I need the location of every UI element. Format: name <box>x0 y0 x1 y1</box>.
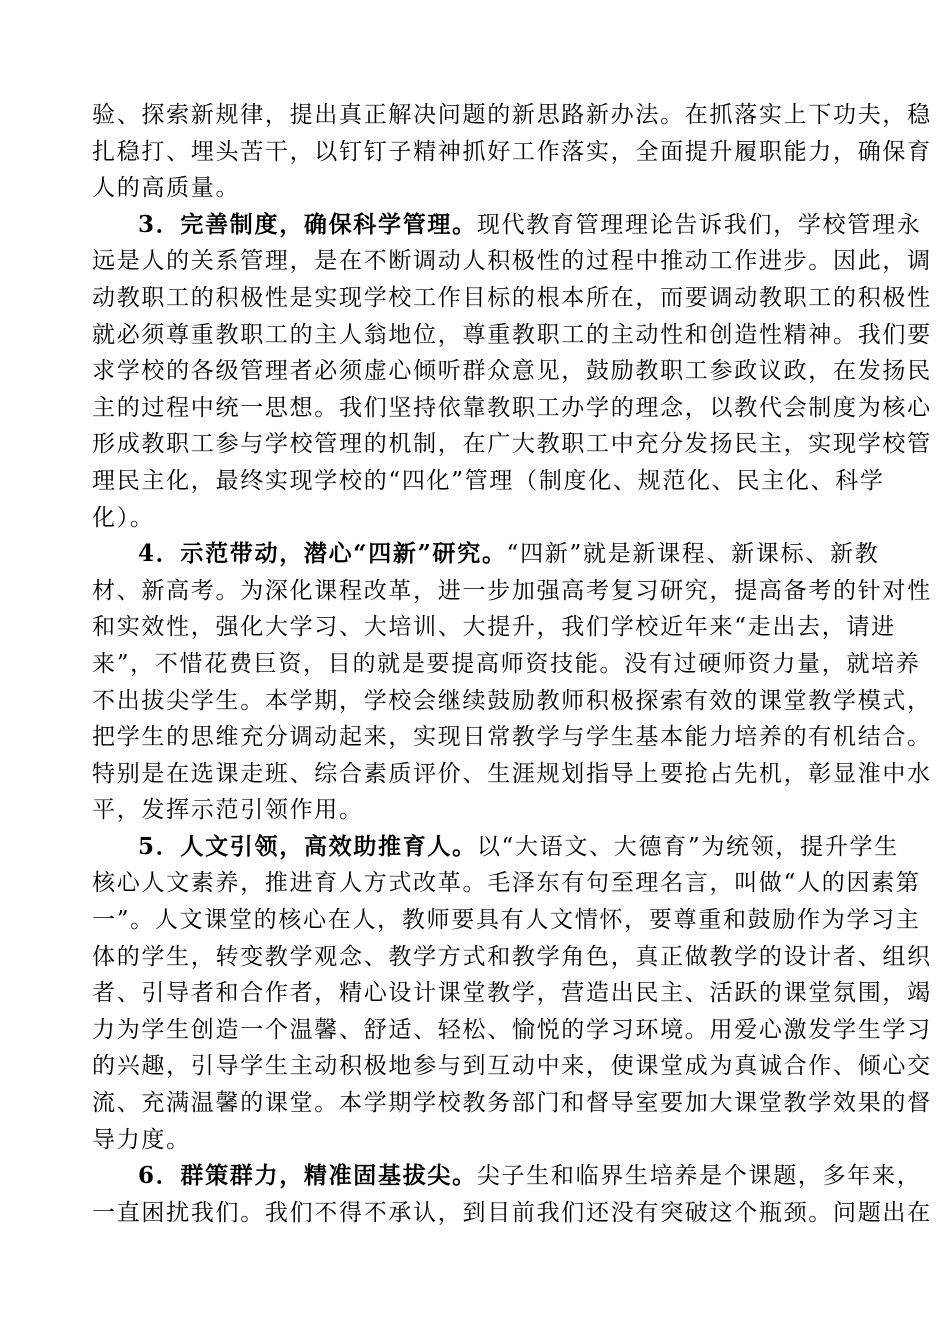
text-line: 化）。 <box>92 504 155 531</box>
text-line: 不出拔尖学生。本学期，学校会继续鼓励教师积极探索有效的课堂教学模式， <box>92 687 932 714</box>
text-line: 一”。人文课堂的核心在人，教师要具有人文情怀，要尊重和鼓励作为学习主 <box>92 907 921 934</box>
text-line: 把学生的思维充分调动起来，实现日常教学与学生基本能力培养的有机结合。 <box>92 724 932 751</box>
text-line <box>92 1158 922 1195</box>
text-line: 远是人的关系管理，是在不断调动人积极性的过程中推动工作进步。因此，调 <box>92 248 932 275</box>
text-line: 人的高质量。 <box>92 175 241 202</box>
text-line: 动教职工的积极性是实现学校工作目标的根本所在，而要调动教职工的积极性 <box>92 284 932 311</box>
text-line <box>92 207 922 244</box>
paragraph-heading: 6．群策群力，精准固基拔尖。 <box>138 1162 477 1190</box>
text-line: 形成教职工参与学校管理的机制，在广大教职工中充分发扬民主，实现学校管 <box>92 431 932 458</box>
paragraph-3-system <box>92 207 932 536</box>
text-run: 现代教育管理理论告诉我们，学校管理永 <box>476 211 922 238</box>
text-line: 扎稳打、埋头苦干，以钉钉子精神抓好工作落实，全面提升履职能力，确保育 <box>92 138 932 165</box>
text-line: 平，发挥示范引领作用。 <box>92 797 364 824</box>
text-line: 流、充满温馨的课堂。本学期学校教务部门和督导室要加大课堂教学效果的督 <box>92 1090 932 1117</box>
paragraph-heading: 4．示范带动，潜心“四新”研究。 <box>138 540 507 568</box>
paragraph-continuation <box>92 97 932 207</box>
text-line: 力为学生创造一个温馨、舒适、轻松、愉悦的学习环境。用爱心激发学生学习 <box>92 1016 932 1043</box>
text-line: 和实效性，强化大学习、大培训、大提升，我们学校近年来“走出去，请进 <box>92 614 896 641</box>
text-line: 核心人文素养，推进育人方式改革。毛泽东有句至理名言，叫做“人的因素第 <box>92 870 921 897</box>
text-line: 导力度。 <box>92 1126 191 1153</box>
text-line <box>92 536 880 573</box>
text-line: 一直困扰我们。我们不得不承认，到目前我们还没有突破这个瓶颈。问题出在 <box>92 1199 932 1226</box>
text-line: 的兴趣，引导学生主动积极地参与到互动中来，使课堂成为真诚合作、倾心交 <box>92 1053 932 1080</box>
text-line: 来”，不惜花费巨资，目的就是要提高师资技能。没有过硬师资力量，就培养 <box>92 650 921 677</box>
paragraph-heading: 5．人文引领，高效助推育人。 <box>138 832 477 860</box>
paragraph-heading: 3．完善制度，确保科学管理。 <box>138 210 477 238</box>
paragraph-5-humanities <box>92 829 932 1158</box>
text-run: 尖子生和临界生培养是个课题，多年来， <box>476 1163 922 1190</box>
text-line: 验、探索新规律，提出真正解决问题的新思路新办法。在抓落实上下功夫，稳 <box>92 102 932 128</box>
text-line: 求学校的各级管理者必须虚心倾听群众意见，鼓励教职工参政议政，在发扬民 <box>92 358 932 385</box>
text-line: 理民主化，最终实现学校的“四化”管理（制度化、规范化、民主化、科学 <box>92 467 885 494</box>
text-line: 就必须尊重教职工的主人翁地位，尊重教职工的主动性和创造性精神。我们要 <box>92 321 932 348</box>
text-line: 者、引导者和合作者，精心设计课堂教学，营造出民主、活跃的课堂氛围，竭 <box>92 980 932 1007</box>
text-line: 特别是在选课走班、综合素质评价、生涯规划指导上要抢占先机，彰显淮中水 <box>92 760 932 787</box>
paragraph-6-top-students <box>92 1158 932 1231</box>
text-line <box>92 829 899 866</box>
paragraph-4-research <box>92 536 932 829</box>
text-line: 体的学生，转变教学观念、教学方式和教学角色，真正做教学的设计者、组织 <box>92 943 932 970</box>
text-line: 主的过程中统一思想。我们坚持依靠教职工办学的理念，以教代会制度为核心 <box>92 394 932 421</box>
text-run: 以“大语文、大德育”为统领，提升学生 <box>476 833 899 860</box>
document-page <box>92 97 932 1231</box>
text-run: “四新”就是新课程、新课标、新教 <box>506 541 880 568</box>
text-line: 材、新高考。为深化课程改革，进一步加强高考复习研究，提高备考的针对性 <box>92 577 932 604</box>
